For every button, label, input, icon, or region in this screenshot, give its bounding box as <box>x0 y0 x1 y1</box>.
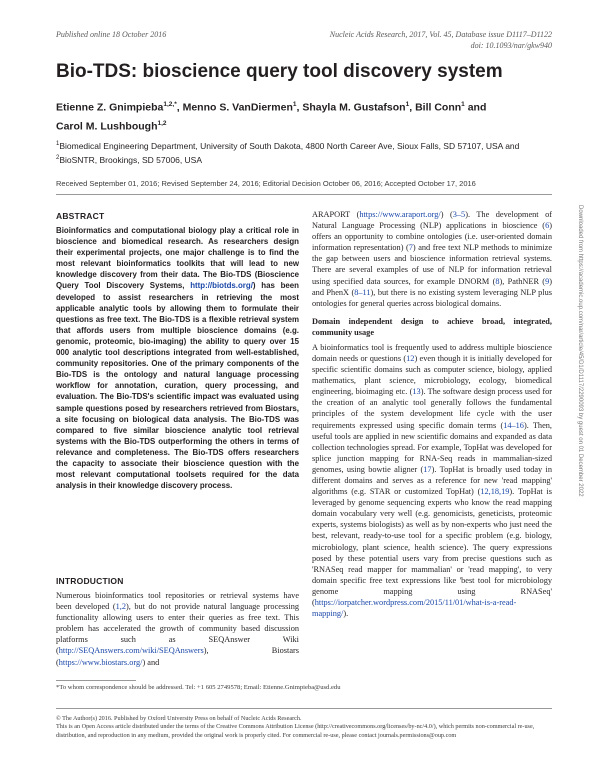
author-affil-mark: 1 <box>405 101 410 108</box>
text: ARAPORT ( <box>312 210 360 219</box>
text: ). The development of Natural Language Processing (NLP) applications in bioscience ( <box>312 210 553 231</box>
author-name: Menno S. VanDiermen <box>182 101 293 114</box>
iorpatcher-link[interactable]: https://iorpatcher.wordpress.com/2015/11/01/what-is-a-read-mapping/ <box>312 598 517 619</box>
download-stamp <box>575 205 585 765</box>
ref-link[interactable]: 12,18,19 <box>480 487 510 497</box>
intro-body: ), but do not provide natural language processing functionality allowing users to enter their queries as free text. This problem has accelerated the growth of community based discussion platforms such as SEQAnswer Wiki ( <box>56 602 299 656</box>
copyright-line: © The Author(s) 2016. Published by Oxford University Press on behalf of Nucleic Acids Research. <box>56 715 302 722</box>
author-name: Carol M. Lushbough <box>56 120 158 132</box>
text: ). <box>343 609 349 619</box>
affil-mark: 2 <box>56 154 60 161</box>
abstract-body: ) has been developed to assist researchers in retrieving the most applicable analytic tools by allowing them to formulate their questions as free text. The Bio-TDS is a flexible retrieval system that affords users from multiple bioscience domains (e.g. genomic, proteomic, bio-imaging) the ability to query over 15 000 analytic tool descriptions integrated from well-established, community repositories. One of the primary components of the Bio-TDS is the ontology and natural language processing workflow for annotation, curation, query processing, and evaluation. The Bio-TDS's scientific impact was evaluated using sample questions posed by researchers retrieved from Biostars, a site focusing on biological data analysis. The Bio-TDS was compared to five similar bioscience analytic tool retrieval systems with the Bio-TDS outperforming the others in terms of relevance and completeness. The Bio-TDS offers researchers the capacity to associate their bioscience question with the most relevant computational toolsets required for the data analysis in their knowledge discovery process. <box>56 281 300 491</box>
author-name: Shayla M. Gustafson <box>302 101 406 114</box>
text: ) and PhenX ( <box>312 276 552 297</box>
license-rule <box>56 708 552 709</box>
text: ), PathNER ( <box>499 276 546 286</box>
ref-link[interactable]: 13 <box>412 387 421 397</box>
author-affil-mark: 1 <box>461 101 465 108</box>
ref-link[interactable]: 14–16 <box>503 420 524 430</box>
paragraph <box>312 342 552 619</box>
text: ) ( <box>440 210 453 219</box>
correspondence-footnote: *To whom correspondence should be addressed. Tel: +1 605 2749578; Email: Etienne.Gnimpieba@usd.edu <box>56 684 341 691</box>
author-list: Etienne Z. Gnimpieba$^{1,2,*}$, Menno S. VanDiermen$^1$, Shayla M. Gustafson$^1$, Bill Conn$^1$ and Carol M. Lushbough$^{1,2}$ <box>56 101 487 132</box>
seqanswers-link[interactable]: http://SEQAnswers.com/wiki/SEQAnswers <box>58 646 204 656</box>
affiliations <box>56 138 546 166</box>
intro-body: Numerous bioinformatics tool repositories or retrieval systems have been developed ( <box>56 591 299 612</box>
abstract-body: Bioinformatics and computational biology play a critical role in bioscience and biomedical research. As researchers design their experimental projects, one major challenge is to find the most relevant bioinformatics toolkits that will lead to new knowledge discovery from their data. The Bio-TDS (Bioscience Query Tool Discovery Systems, <box>56 226 299 291</box>
download-stamp-text: Downloaded from https://academic.oup.com/nar/article/45/D1/D1117/2290093 by guest on 01 December 2022 <box>577 205 583 497</box>
header-divider <box>56 194 552 195</box>
footnote-rule <box>56 680 136 681</box>
author-affil-mark: 1,2,* <box>163 101 177 108</box>
doi: doi: 10.1093/nar/gkw940 <box>470 41 552 50</box>
intro-body: ) and <box>142 657 160 667</box>
ref-link[interactable]: 7 <box>408 243 413 253</box>
introduction-text <box>56 590 299 668</box>
text: ). Then, useful tools are applied in new scientific domains and expanded as data collection technologies spread. For example, TopHat was developed for splice junction mapping for RNA-Seq reads in mammalian-sized genomes, using bowtie aligner ( <box>312 420 552 474</box>
ref-link[interactable]: 1,2 <box>115 602 126 612</box>
subsection-heading: Domain independent design to achieve broad, integrated, community usage <box>312 316 552 337</box>
ref-link[interactable]: 6 <box>545 221 550 231</box>
ref-link[interactable]: 8–11 <box>354 287 371 297</box>
text: ). The software design process used for the creation of an analytic tool generally follows the fundamental principles of the system development life cycle with the user requirements expressed using specific domain terms ( <box>312 387 552 430</box>
paper-title: Bio-TDS: bioscience query tool discovery system <box>56 61 503 82</box>
text: A bioinformatics tool is frequently used to address multiple bioscience domain needs or questions ( <box>312 342 552 363</box>
right-column <box>312 209 552 619</box>
affil-text: BioSNTR, Brookings, SD 57006, USA <box>59 154 203 165</box>
author-name: Etienne Z. Gnimpieba <box>56 101 164 114</box>
text: ) even though it is initially developed for specific scientific domains such as computer science, biology, applied mathematics, plant science, microbiology, ecology, biomedical engineering, bioimaging etc. ( <box>312 353 553 397</box>
author-conjunction: and <box>467 101 487 114</box>
affil-mark: 1 <box>56 141 60 147</box>
intro-body: ), Biostars ( <box>56 646 299 667</box>
ref-link[interactable]: 9 <box>545 276 550 286</box>
abstract-text <box>56 225 299 491</box>
text: ). TopHat is broadly used today in different domains and serves as a reference for new 'read mapping' algorithms (e.g. STAR or customized TopHat) ( <box>312 464 552 497</box>
biostars-link[interactable]: https://www.biostars.org/ <box>58 657 143 667</box>
ref-link[interactable]: 8 <box>495 276 500 286</box>
introduction-heading: INTRODUCTION <box>56 576 124 586</box>
biotds-link[interactable]: http://biotds.org/ <box>190 281 253 291</box>
text: ) offers an opportunity to combine ontologies (i.e. user-oriented domain information representation) ( <box>312 221 552 253</box>
text: ), but there is no existing system leveraging NLP plus ontologies for general queries across biological domains. <box>312 287 552 308</box>
published-date: Published online 18 October 2016 <box>56 30 167 39</box>
publication-history: Received September 01, 2016; Revised September 24, 2016; Editorial Decision October 06, 2016; Accepted October 17, 2016 <box>56 179 476 188</box>
ref-link[interactable]: 17 <box>423 464 432 474</box>
ref-link[interactable]: 3–5 <box>452 210 466 219</box>
affil-text: Biomedical Engineering Department, University of South Dakota, 4800 North Career Ave, Sioux Falls, SD 57107, USA and <box>59 140 520 151</box>
text: ) and free text NLP methods to minimize the gap between users and bioscience information retrieval systems. There are several examples of use of NLP for information retrieval using specified data sources, for example DNORM ( <box>312 243 552 286</box>
author-affil-mark: 1,2 <box>157 119 167 127</box>
license-block <box>56 715 556 740</box>
ref-link[interactable]: 12 <box>406 353 415 363</box>
paragraph <box>312 209 552 309</box>
araport-link[interactable]: https://www.araport.org/ <box>359 210 441 219</box>
abstract-heading: ABSTRACT <box>56 211 105 221</box>
license-text: This is an Open Access article distributed under the terms of the Creative Commons Attribution License (http://creativecommons.org/licenses/by-nc/4.0/), which permits non-commercial re-use, distribution, and reproduction in any medium, provided the original work is properly cited. For commercial re-use, please contact journals.permissions@oup.com <box>56 723 535 739</box>
text: ). TopHat is leveraged by genome sequencing experts who know the read mapping domain vocabulary very well (e.g. genomicists, geneticists, proteomic experts, systems biologists) as well as by non-experts who just need the best, relevant, ready-to-use tool for a specific problem (e.g. biology, microbiology, plant science, health science). The query expressions posed by these potential users vary from precise questions such as 'RNASeq read mapper for mammalian' or 'read mapping', to very domain specific free text expressions like 'best tool for microbiology genome mapping using RNASeq' ( <box>312 487 552 607</box>
author-affil-mark: 1 <box>292 101 297 108</box>
journal-citation: Nucleic Acids Research, 2017, Vol. 45, Database issue D1117–D1122 <box>329 30 552 39</box>
author-name: Bill Conn <box>415 101 462 114</box>
